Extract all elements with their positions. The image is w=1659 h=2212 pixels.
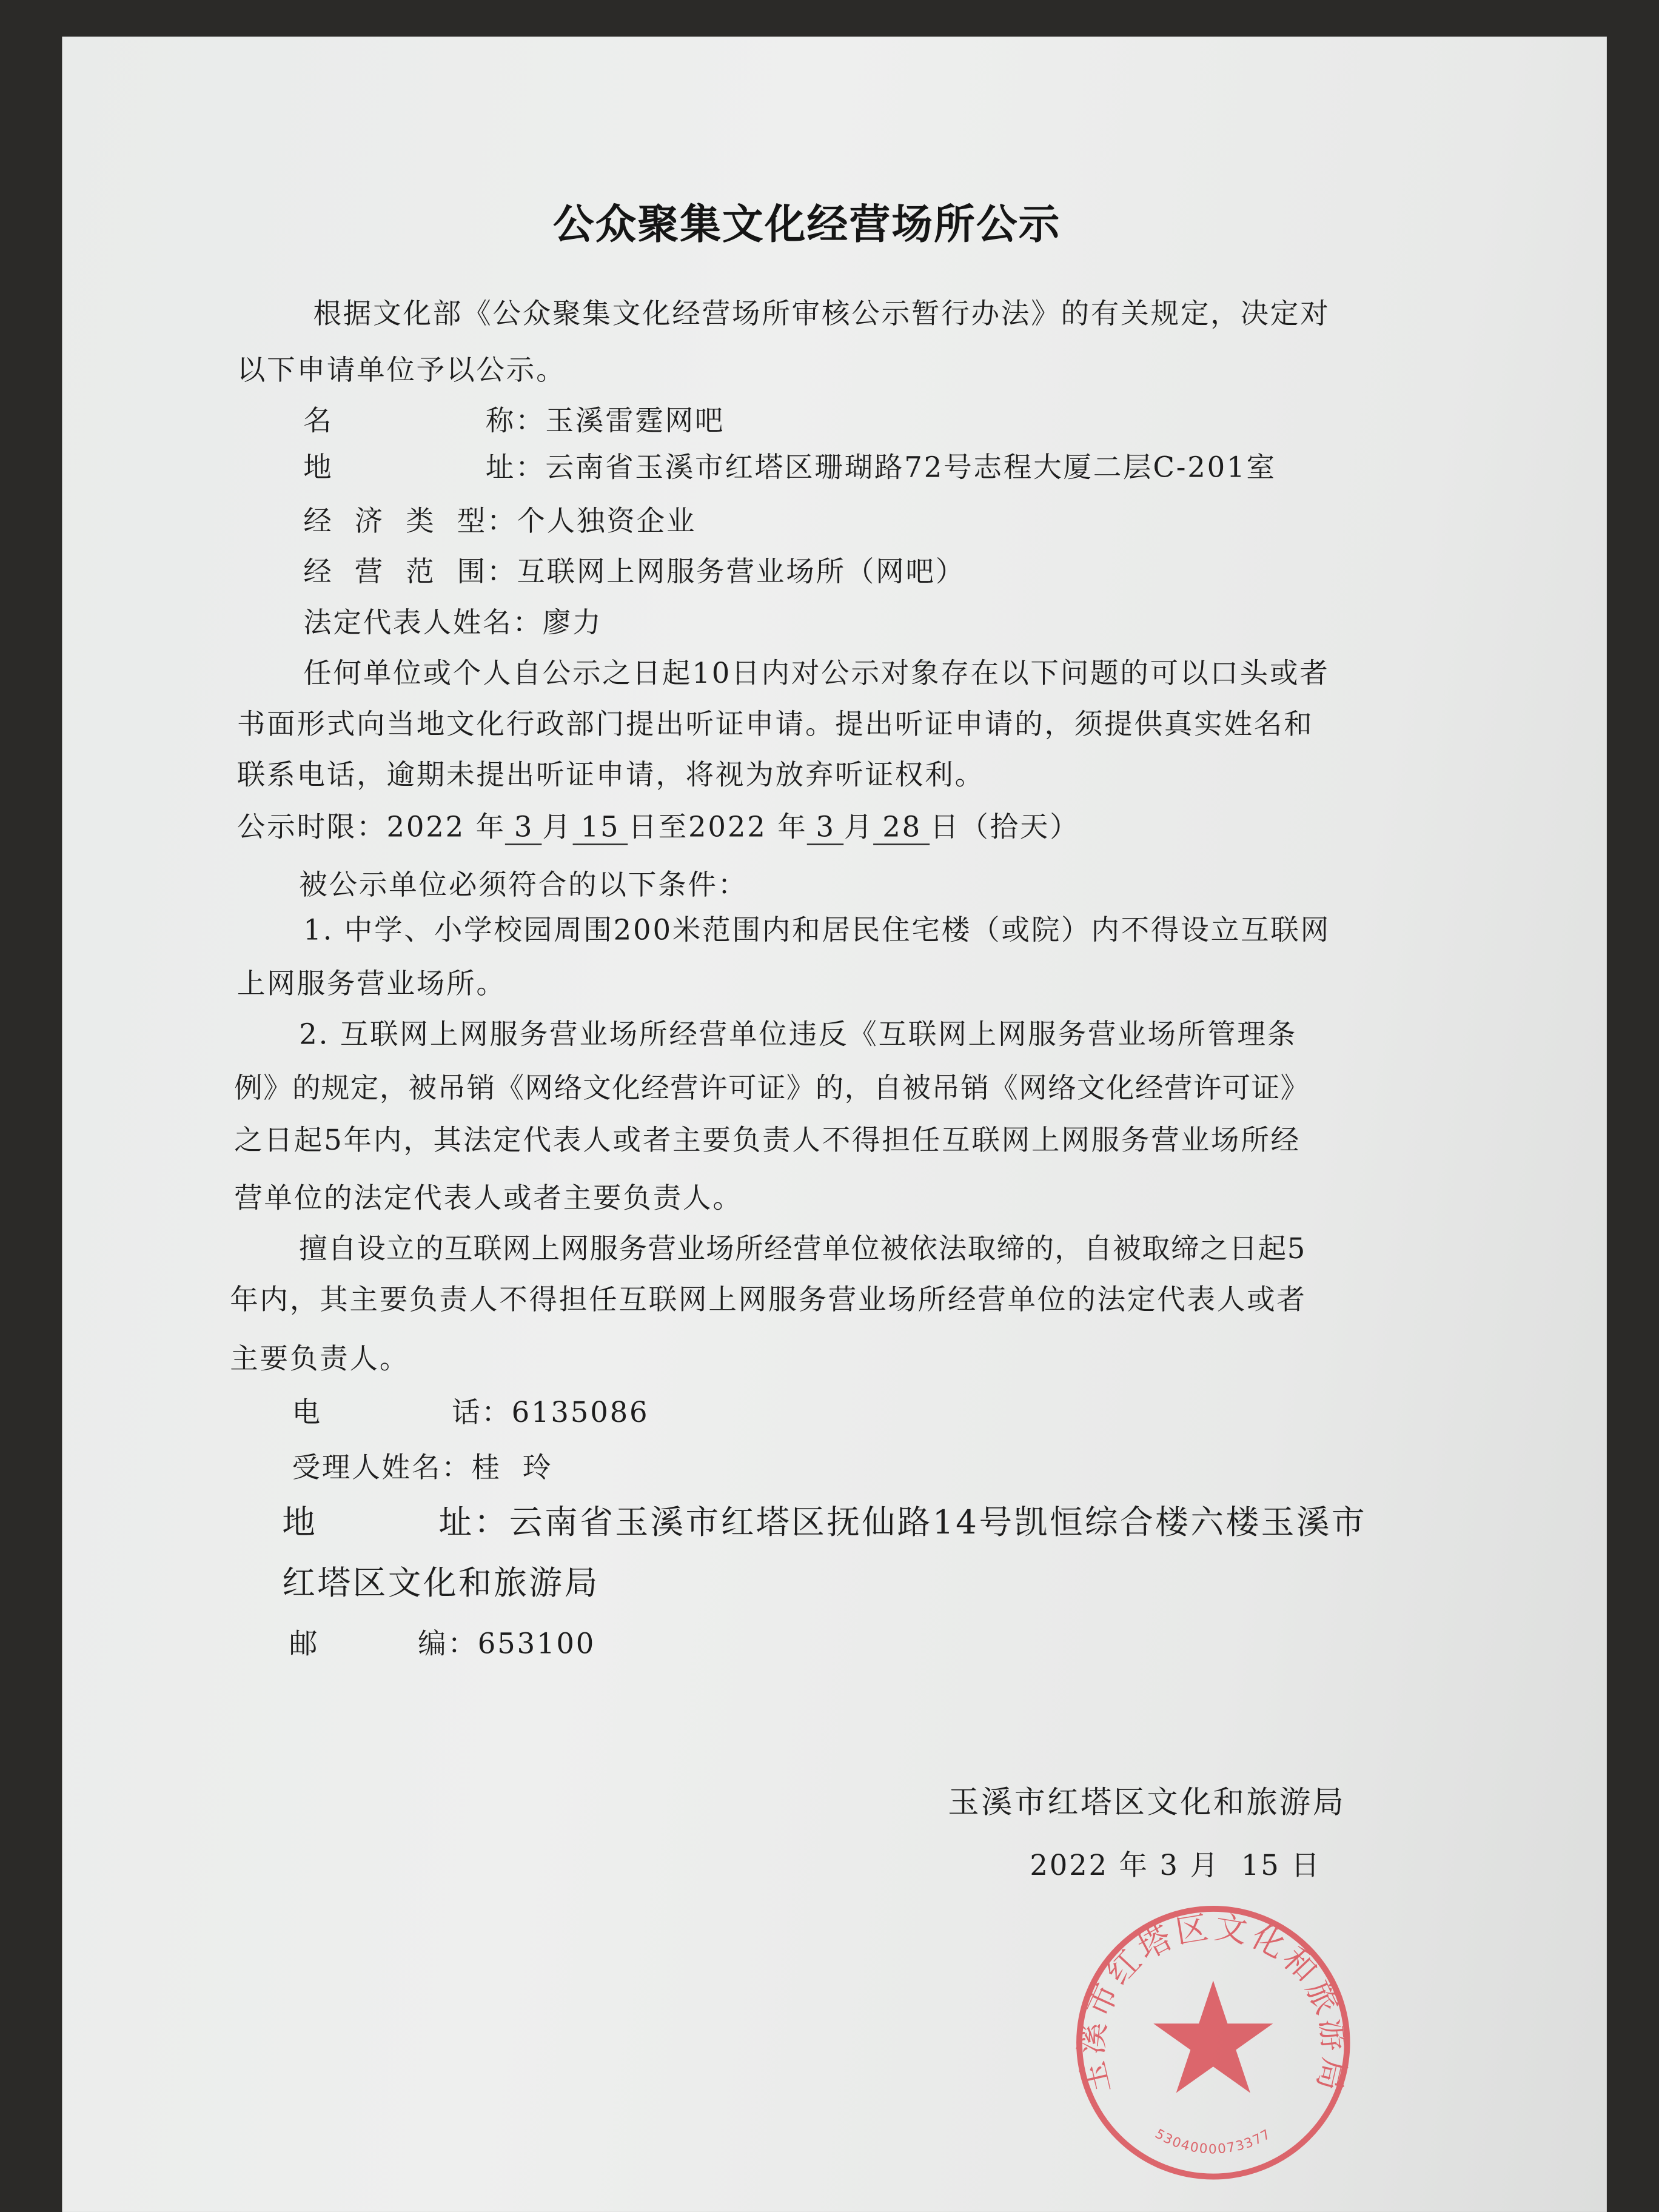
- notice-line-3: 联系电话，逾期未提出听证申请，将视为放弃听证权利。: [236, 757, 985, 792]
- label: 址：: [485, 450, 546, 484]
- text: 年: [777, 809, 808, 844]
- label: 电: [292, 1395, 322, 1429]
- intro-line-2: 以下申请单位予以公示。: [236, 352, 566, 387]
- end-year: 2022: [688, 809, 767, 844]
- text: 月: [843, 809, 874, 844]
- start-month: 3: [506, 809, 542, 845]
- start-year: 2022: [386, 809, 466, 844]
- address-value: 云南省玉溪市红塔区抚仙路14号凯恒综合楼六楼玉溪市: [509, 1502, 1367, 1542]
- text: 日至: [628, 809, 689, 844]
- condition-2-line-3: 之日起5年内，其法定代表人或者主要负责人不得担任互联网上网服务营业场所经: [234, 1122, 1301, 1157]
- condition-3-line-2: 年内，其主要负责人不得担任互联网上网服务营业场所经营单位的法定代表人或者: [230, 1282, 1307, 1316]
- label: 邮: [289, 1626, 320, 1661]
- condition-2-line-2: 例》的规定，被吊销《网络文化经营许可证》的，自被吊销《网络文化经营许可证》: [234, 1070, 1310, 1105]
- label: 址：: [438, 1502, 509, 1542]
- end-day: 28: [874, 809, 930, 845]
- label: 法定代表人姓名：: [303, 605, 543, 639]
- label: 编：: [418, 1626, 478, 1661]
- field-address: [303, 450, 1276, 484]
- label: 受理人姓名：: [292, 1450, 472, 1484]
- seal-text: 玉溪市红塔区文化和旅游局: [1072, 1908, 1354, 2098]
- signature-org: 玉溪市红塔区文化和旅游局: [948, 1786, 1346, 1822]
- condition-3-line-1: 擅自设立的互联网上网服务营业场所经营单位被依法取缔的，自被取缔之日起5: [299, 1232, 1306, 1265]
- contact-handler: [292, 1450, 553, 1484]
- label: 地: [303, 450, 333, 484]
- text: 日（拾天）: [930, 809, 1080, 844]
- contact-address-line-2: 红塔区文化和旅游局: [282, 1563, 600, 1603]
- condition-2-line-1: 2. 互联网上网服务营业场所经营单位违反《互联网上网服务营业场所管理条: [299, 1017, 1298, 1051]
- field-name: [303, 403, 725, 438]
- label: 名: [303, 403, 333, 438]
- contact-zip: [289, 1626, 596, 1661]
- signature-date: 2022 年 3 月 15 日: [1030, 1848, 1321, 1882]
- seal-star: [1153, 1980, 1273, 2093]
- field-legal-rep: [303, 605, 603, 639]
- publicity-period: [236, 809, 1080, 844]
- value: 廖力: [542, 605, 603, 639]
- contact-address: [282, 1502, 1367, 1542]
- phone-value: 6135086: [511, 1395, 649, 1429]
- handler-value: 桂 玲: [471, 1450, 553, 1484]
- label: 经 济 类 型：: [303, 503, 517, 538]
- start-day: 15: [572, 809, 629, 845]
- condition-1-line-2: 上网服务营业场所。: [236, 966, 506, 1000]
- intro-line-1: 根据文化部《公众聚集文化经营场所审核公示暂行办法》的有关规定，决定对: [313, 296, 1330, 330]
- condition-2-line-4: 营单位的法定代表人或者主要负责人。: [234, 1181, 743, 1215]
- notice-line-1: 任何单位或个人自公示之日起10日内对公示对象存在以下问题的可以口头或者: [303, 655, 1330, 690]
- notice-line-2: 书面形式向当地文化行政部门提出听证申请。提出听证申请的，须提供真实姓名和: [236, 706, 1314, 741]
- end-month: 3: [808, 809, 844, 845]
- value: 玉溪雷霆网吧: [545, 403, 725, 438]
- value: 云南省玉溪市红塔区珊瑚路72号志程大厦二层C-201室: [545, 450, 1276, 484]
- text: 月: [542, 809, 572, 844]
- official-seal: [1072, 1902, 1354, 2184]
- label: 称：: [485, 403, 546, 438]
- label: 地: [282, 1502, 318, 1542]
- condition-3-line-3: 主要负责人。: [230, 1341, 410, 1376]
- label: 公示时限：: [236, 809, 387, 844]
- field-economy-type: [303, 503, 697, 538]
- value: 互联网上网服务营业场所（网吧）: [517, 554, 966, 589]
- field-scope: [303, 554, 966, 589]
- page-title: 公众聚集文化经营场所公示: [552, 200, 1061, 249]
- text: 年: [475, 809, 506, 844]
- contact-phone: [292, 1395, 649, 1429]
- label: 话：: [451, 1395, 512, 1429]
- zip-value: 653100: [477, 1626, 596, 1661]
- label: 经 营 范 围：: [303, 554, 517, 589]
- value: 个人独资企业: [517, 503, 697, 538]
- conditions-heading: 被公示单位必须符合的以下条件：: [299, 867, 748, 902]
- condition-1-line-1: 1. 中学、小学校园周围200米范围内和居民住宅楼（或院）内不得设立互联网: [303, 913, 1330, 947]
- seal-code: 5304000073377: [1152, 2126, 1275, 2157]
